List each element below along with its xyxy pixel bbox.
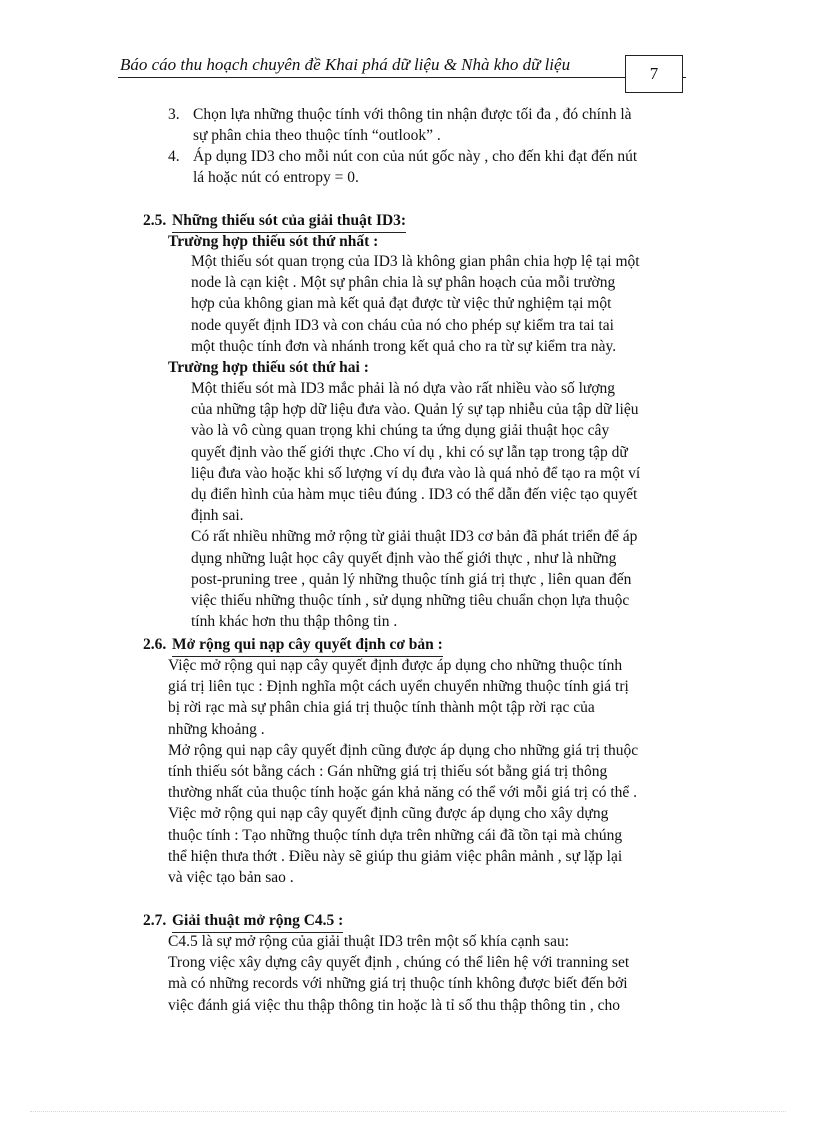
text-line: Có rất nhiều những mở rộng từ giải thuật ID3 cơ bản đã phát triển để áp — [191, 528, 638, 546]
section-number: 2.7. — [143, 912, 167, 929]
section-title: Những thiếu sót của giải thuật ID3: — [172, 210, 406, 233]
text-line: thường nhất của thuộc tính hoặc gán khả năng có thể với mỗi giá trị có thể . — [168, 784, 638, 802]
text-line: Chọn lựa những thuộc tính với thông tin nhận được tối đa , đó chính là — [193, 106, 632, 123]
header-rule — [118, 77, 686, 78]
paragraph-section-2-6 — [168, 655, 638, 888]
text-line: Một thiếu sót quan trọng của ID3 là không gian phân chia hợp lệ tại một — [191, 253, 640, 270]
text-line: những khoảng . — [168, 720, 265, 738]
text-line: liệu đưa vào hoặc khi số lượng ví dụ đưa vào là quá nhỏ để tạo ra một ví — [191, 464, 641, 482]
list-item-body — [193, 104, 632, 146]
text-line: một thuộc tính đơn và nhánh trong kết quả cho ra từ sự kiểm tra này. — [191, 337, 617, 355]
section-title: Giải thuật mở rộng C4.5 : — [172, 910, 343, 933]
list-number: 3. — [168, 106, 180, 123]
text-line: Trong việc xây dựng cây quyết định , chúng có thể liên hệ với tranning set — [168, 954, 630, 972]
text-line: thuộc tính : Tạo những thuộc tính dựa trên những cái đã tồn tại mà chúng — [168, 826, 623, 844]
text-line: bị rời rạc mà sự phân chia giá trị thuộc tính thành một tập rời rạc của — [168, 699, 595, 717]
list-number: 4. — [168, 148, 180, 165]
text-line: và việc tạo bản sao . — [168, 868, 294, 886]
paragraph-case-1 — [191, 251, 640, 357]
text-line: Áp dụng ID3 cho mỗi nút con của nút gốc này , cho đến khi đạt đến nút — [193, 148, 638, 165]
subheading-case-1: Trường hợp thiếu sót thứ nhất : — [168, 233, 379, 250]
text-line: Mở rộng qui nạp cây quyết định cũng được áp dụng cho những giá trị thuộc — [168, 741, 639, 759]
section-heading-2-7 — [143, 910, 344, 931]
text-line: hợp của không gian mà kết quả đạt được từ việc thử nghiệm tại một — [191, 295, 612, 313]
page-number: 7 — [649, 64, 659, 83]
section-title: Mở rộng qui nạp cây quyết định cơ bản : — [172, 634, 443, 657]
text-line: C4.5 là sự mở rộng của giải thuật ID3 trên một số khía cạnh sau: — [168, 933, 570, 950]
section-heading-2-6 — [143, 634, 443, 655]
section-heading-2-5 — [143, 210, 407, 231]
text-line: sự phân chia theo thuộc tính “outlook” . — [193, 127, 441, 145]
text-line: lá hoặc nút có entropy = 0. — [193, 169, 359, 187]
paragraph-section-2-7 — [168, 931, 629, 1016]
paragraph-case-2 — [191, 378, 640, 632]
section-number: 2.5. — [143, 212, 167, 229]
text-line: định sai. — [191, 507, 244, 525]
header-title: Báo cáo thu hoạch chuyên đề Khai phá dữ liệu & Nhà kho dữ liệu — [120, 55, 571, 74]
page-bottom-edge — [30, 1111, 786, 1112]
text-line: của những tập hợp dữ liệu đưa vào. Quản lý sự tạp nhiễu của tập dữ liệu — [191, 401, 639, 419]
text-line: giá trị liên tục : Định nghĩa một cách uyển chuyển những thuộc tính giá trị — [168, 678, 629, 696]
text-line: mà có những records với những giá trị thuộc tính không được biết đến bởi — [168, 975, 628, 993]
text-line: dụng những luật học cây quyết định vào thế giới thực , như là những — [191, 549, 617, 567]
subheading-case-2: Trường hợp thiếu sót thứ hai : — [168, 359, 369, 376]
text-line: vào là vô cùng quan trọng khi chúng ta ứng dụng giải thuật học cây — [191, 422, 610, 440]
text-line: node quyết định ID3 và con cháu của nó cho phép sự kiểm tra tai tai — [191, 316, 614, 334]
text-line: quyết định vào thế giới thực .Cho ví dụ , khi có sự lẫn tạp trong tập dữ — [191, 443, 628, 461]
section-number: 2.6. — [143, 636, 167, 653]
text-line: Việc mở rộng qui nạp cây quyết định cũng được áp dụng cho xây dựng — [168, 805, 609, 823]
text-line: Một thiếu sót mà ID3 mắc phải là nó dựa vào rất nhiều vào số lượng — [191, 380, 616, 397]
text-line: dụ điển hình của hàm mục tiêu đúng . ID3 có thể dẫn đến việc tạo quyết — [191, 485, 638, 503]
text-line: việc thiếu những thuộc tính , sử dụng những tiêu chuẩn chọn lựa thuộc — [191, 591, 630, 609]
text-line: tính khác hơn thu thập thông tin . — [191, 613, 398, 631]
list-item-body — [193, 146, 637, 188]
text-line: node là cạn kiệt . Một sự phân chia là sự phân hoạch của mỗi trường — [191, 274, 616, 292]
text-line: post-pruning tree , quản lý những thuộc tính giá trị thực , liên quan đến — [191, 570, 632, 588]
text-line: thể hiện thưa thớt . Điều này sẽ giúp thu giảm việc phân mảnh , sự lặp lại — [168, 847, 623, 865]
text-line: tính thiếu sót bằng cách : Gán những giá trị thiếu sót bằng giá trị thông — [168, 762, 608, 780]
text-line: Việc mở rộng qui nạp cây quyết định được áp dụng cho những thuộc tính — [168, 657, 623, 674]
page-number-box — [625, 55, 683, 93]
text-line: việc đánh giá việc thu thập thông tin hoặc là tỉ số thu thập thông tin , cho — [168, 996, 620, 1014]
